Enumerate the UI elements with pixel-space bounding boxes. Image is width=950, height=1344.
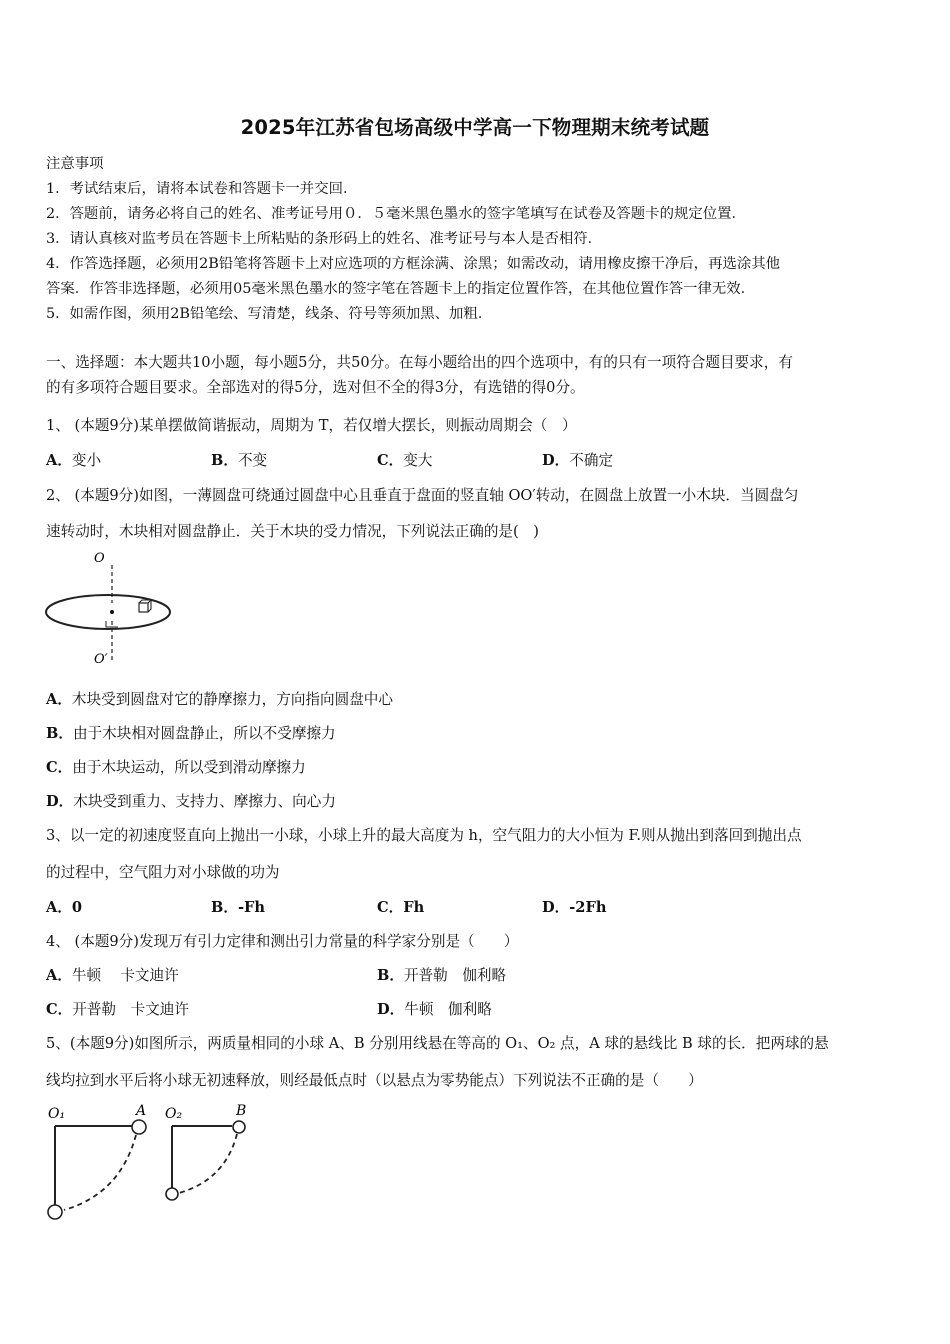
q4-option-c <box>46 998 189 1019</box>
option-label: A． <box>46 967 72 984</box>
option-label: B． <box>377 967 404 984</box>
option-text: -2Fh <box>569 899 607 916</box>
q3-option-c <box>377 896 424 917</box>
option-text: 不确定 <box>569 452 614 469</box>
option-text: Fh <box>403 899 425 916</box>
option-label: C． <box>377 899 404 916</box>
notes-heading: 注意事项 <box>46 156 104 172</box>
label-o1: O₁ <box>48 1106 66 1122</box>
note-item: 4．作答选择题，必须用2B铅笔将答题卡上对应选项的方框涂满、涂黑；如需改动，请用橡皮擦干净后，再选涂其他 <box>46 256 781 272</box>
question-5-stem-line1: 5、(本题9分)如图所示，两质量相同的小球 A、B 分别用线悬在等高的 O₁、O₂ 点，A 球的悬线比 B 球的长．把两球的悬 <box>46 1035 829 1052</box>
pendulum-figure <box>40 1098 270 1228</box>
q1-option-d <box>542 449 613 470</box>
option-text: 牛顿 卡文迪许 <box>71 967 179 984</box>
label-o2: O₂ <box>165 1106 183 1122</box>
q2-option-c <box>46 756 306 777</box>
question-4-stem: 4、 (本题9分)发现万有引力定律和测出引力常量的科学家分别是（ ） <box>46 933 519 950</box>
note-item: 答案．作答非选择题，必须用05毫米黑色墨水的签字笔在答题卡上的指定位置作答，在其他位置作答一律无效． <box>46 281 756 297</box>
q4-option-b <box>377 964 506 985</box>
q1-option-a <box>46 449 101 470</box>
option-label: D． <box>542 899 570 916</box>
q3-option-d <box>542 896 606 917</box>
rotating-disc-figure <box>44 545 184 670</box>
q4-option-d <box>377 998 492 1019</box>
option-label: C． <box>46 759 73 776</box>
option-text: 不变 <box>237 452 268 469</box>
ball-b-start <box>233 1121 245 1133</box>
wood-block <box>139 600 151 612</box>
note-item: 5．如需作图，须用2B铅笔绘、写清楚，线条、符号等须加黑、加粗． <box>46 306 493 322</box>
question-2-stem-line1: 2、 (本题9分)如图，一薄圆盘可绕通过圆盘中心且垂直于盘面的竖直轴 OO′转动，在圆盘上放置一小木块．当圆盘匀 <box>46 487 799 504</box>
q1-option-c <box>377 449 432 470</box>
ball-b-arc <box>179 1134 237 1193</box>
question-5-stem-line2: 线均拉到水平后将小球无初速释放，则经最低点时（以悬点为零势能点）下列说法不正确的是（ ） <box>46 1072 703 1089</box>
option-text: 变大 <box>403 452 433 469</box>
ball-b-bottom <box>166 1188 178 1200</box>
option-label: A． <box>46 899 72 916</box>
label-a: A <box>136 1103 147 1119</box>
option-text: 由于木块运动，所以受到滑动摩擦力 <box>72 759 306 776</box>
q2-option-a <box>46 688 393 709</box>
option-text: 木块受到圆盘对它的静摩擦力，方向指向圆盘中心 <box>71 691 393 708</box>
option-label: B． <box>46 725 73 742</box>
question-3-stem-line1: 3、以一定的初速度竖直向上抛出一小球，小球上升的最大高度为 h，空气阻力的大小恒为 F.则从抛出到落回到抛出点 <box>46 827 802 844</box>
option-label: B． <box>211 899 238 916</box>
option-text: 木块受到重力、支持力、摩擦力、向心力 <box>73 793 336 810</box>
q3-option-b <box>211 896 265 917</box>
option-text: 由于木块相对圆盘静止，所以不受摩擦力 <box>72 725 336 742</box>
question-2-stem-line2: 速转动时，木块相对圆盘静止．关于木块的受力情况，下列说法正确的是( ) <box>46 523 539 540</box>
q2-option-d <box>46 790 336 811</box>
axis-label-bottom: O′ <box>94 652 108 667</box>
option-text: 开普勒 伽利略 <box>403 967 507 984</box>
section-intro-line2: 的有多项符合题目要求。全部选对的得5分，选对但不全的得3分，有选错的得0分。 <box>46 379 585 396</box>
section-intro-line1: 一、选择题：本大题共10小题，每小题5分，共50分。在每小题给出的四个选项中，有的只有一项符合题目要求，有 <box>46 354 793 371</box>
option-label: C． <box>46 1001 73 1018</box>
q2-option-b <box>46 722 336 743</box>
note-item: 3．请认真核对监考员在答题卡上所粘贴的条形码上的姓名、准考证号与本人是否相符． <box>46 231 603 247</box>
option-text: -Fh <box>237 899 265 916</box>
q4-option-a <box>46 964 179 985</box>
disc-center-dot <box>110 610 114 614</box>
question-3-stem-line2: 的过程中，空气阻力对小球做的功为 <box>46 864 280 881</box>
option-text: 变小 <box>71 452 102 469</box>
ball-a-arc <box>64 1135 136 1210</box>
option-text: 0 <box>71 899 83 916</box>
option-label: D． <box>377 1001 405 1018</box>
option-label: C． <box>377 452 404 469</box>
note-item: 2．答题前，请务必将自己的姓名、准考证号用０．５毫米黑色墨水的签字笔填写在试卷及答题卡的规定位置． <box>46 206 746 222</box>
ball-a-start <box>132 1120 146 1134</box>
label-b: B <box>236 1103 247 1119</box>
option-text: 牛顿 伽利略 <box>404 1001 492 1018</box>
page-title: 2025年江苏省包场高级中学高一下物理期末统考试题 <box>240 116 710 139</box>
ball-a-bottom <box>48 1205 62 1219</box>
question-1-stem: 1、 (本题9分)某单摆做简谐振动，周期为 T，若仅增大摆长，则振动周期会（ ） <box>46 417 577 434</box>
option-label: D． <box>46 793 74 810</box>
option-label: A． <box>46 452 72 469</box>
note-item: 1．考试结束后，请将本试卷和答题卡一并交回． <box>46 181 358 197</box>
option-text: 开普勒 卡文迪许 <box>72 1001 189 1018</box>
axis-label-top: O <box>94 551 105 566</box>
option-label: A． <box>46 691 72 708</box>
q1-option-b <box>211 449 267 470</box>
q3-option-a <box>46 896 82 917</box>
option-label: D． <box>542 452 570 469</box>
option-label: B． <box>211 452 238 469</box>
